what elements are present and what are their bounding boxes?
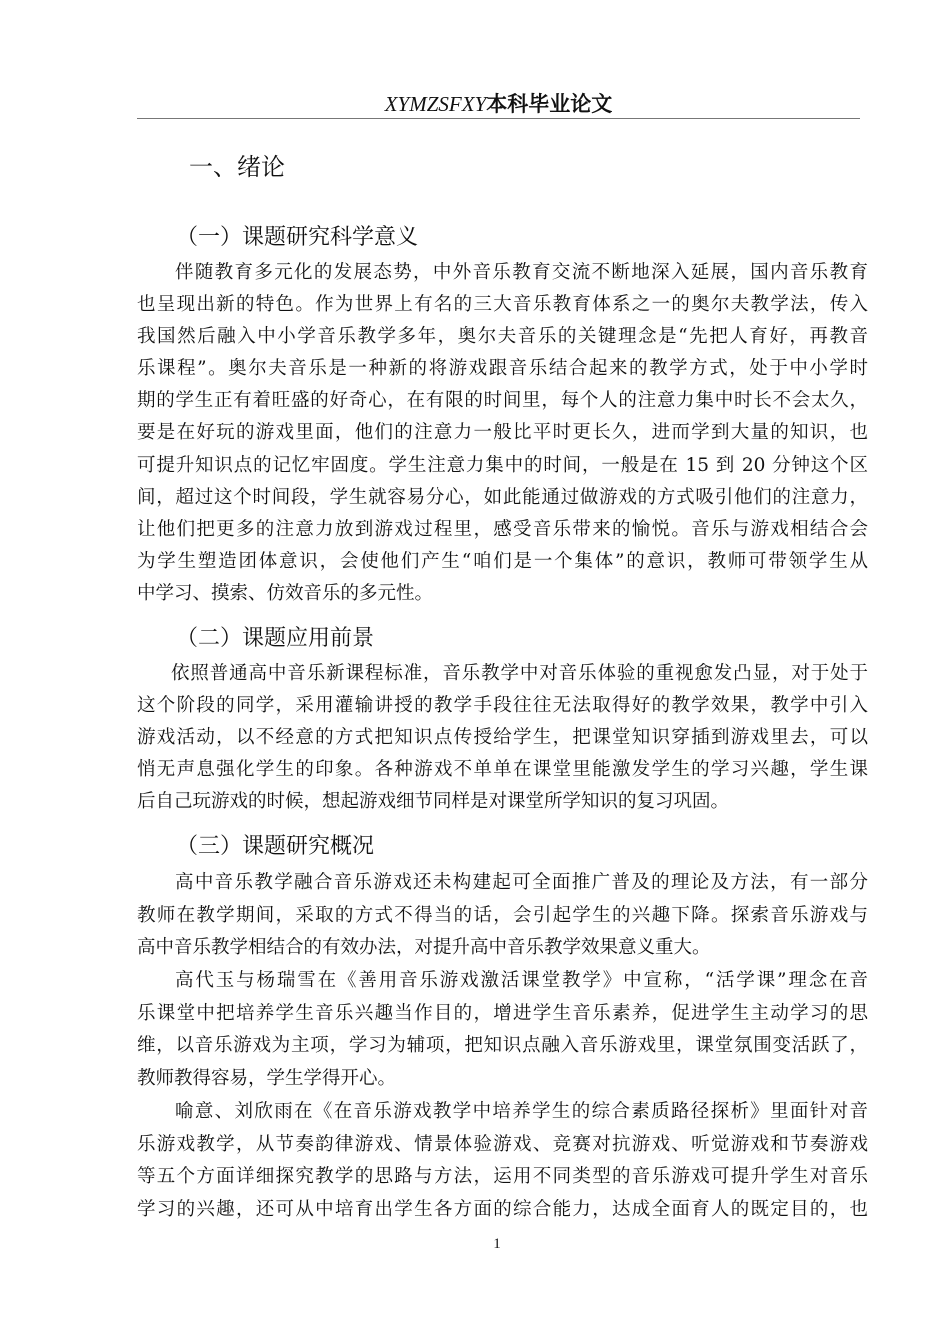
section-title-1: （一）课题研究科学意义	[176, 225, 419, 250]
text-line: 也呈现出新的特色。作为世界上有名的三大音乐教育体系之一的奥尔夫教学法，传入	[137, 294, 868, 316]
text-line: 后自己玩游戏的时候，想起游戏细节同样是对课堂所学知识的复习巩固。	[137, 791, 730, 813]
text-line: 乐课堂中把培养学生音乐兴趣当作目的，增进学生音乐素养，促进学生主动学习的思	[137, 1002, 868, 1024]
text-line: 悄无声息强化学生的印象。各种游戏不单单在课堂里能激发学生的学习兴趣，学生课	[137, 759, 868, 781]
text-line: 伴随教育多元化的发展态势，中外音乐教育交流不断地深入延展，国内音乐教育	[175, 262, 868, 283]
text-line: 要是在好玩的游戏里面，他们的注意力一般比平时更长久，进而学到大量的知识，也	[137, 422, 868, 444]
text-line: 中学习、摸索、仿效音乐的多元性。	[137, 582, 434, 604]
header-latin: XYMZSFXY	[384, 92, 487, 116]
text-line: 高中音乐教学融合音乐游戏还未构建起可全面推广普及的理论及方法，有一部分	[175, 872, 868, 893]
header-rule	[137, 118, 860, 119]
text-line: 高中音乐教学相结合的有效办法，对提升高中音乐教学效果意义重大。	[137, 937, 711, 959]
running-header	[137, 88, 860, 118]
text-line: 为学生塑造团体意识，会使他们产生“咱们是一个集体”的意识，教师可带领学生从	[137, 550, 868, 572]
text-line: 期的学生正有着旺盛的好奇心，在有限的时间里，每个人的注意力集中时长不会太久，	[137, 390, 868, 412]
text-line: 喻意、刘欣雨在《在音乐游戏教学中培养学生的综合素质路径探析》里面针对音	[175, 1100, 868, 1122]
text-line: 依照普通高中音乐新课程标准，音乐教学中对音乐体验的重视愈发凸显，对于处于	[171, 663, 868, 684]
section-title-2: （二）课题应用前景	[176, 626, 375, 651]
text-line: 维，以音乐游戏为主项，学习为辅项，把知识点融入音乐游戏里，课堂氛围变活跃了，	[137, 1035, 868, 1057]
text-line: 乐课程”。奥尔夫音乐是一种新的将游戏跟音乐结合起来的教学方式，处于中小学时	[137, 358, 868, 380]
text-line: 乐游戏教学，从节奏韵律游戏、情景体验游戏、竞赛对抗游戏、听觉游戏和节奏游戏	[137, 1133, 868, 1155]
section-title-3: （三）课题研究概况	[176, 834, 375, 859]
text-line: 游戏活动，以不经意的方式把知识点传授给学生，把课堂知识穿插到游戏里去，可以	[137, 727, 868, 749]
header-cjk: 本科毕业论文	[486, 92, 613, 116]
page-number: 1	[493, 1236, 501, 1252]
text-line: 间，超过这个时间段，学生就容易分心，如此能通过做游戏的方式吸引他们的注意力，	[137, 486, 868, 508]
text-line: 教师教得容易，学生学得开心。	[137, 1068, 397, 1090]
paragraph-2	[137, 658, 868, 818]
paragraph-3	[137, 867, 868, 1227]
text-line: 这个阶段的同学，采用灌输讲授的教学手段往往无法取得好的教学效果，教学中引入	[137, 695, 868, 717]
chapter-title: 一、绪论	[189, 153, 285, 181]
text-line: 我国然后融入中小学音乐教学多年，奥尔夫音乐的关键理念是“先把人育好，再教音	[137, 326, 868, 348]
text-line: 可提升知识点的记忆牢固度。学生注意力集中的时间，一般是在 15 到 20 分钟这个区	[137, 454, 868, 476]
text-line: 高代玉与杨瑞雪在《善用音乐游戏激活课堂教学》中宣称，“活学课”理念在音	[175, 970, 868, 992]
text-line: 让他们把更多的注意力放到游戏过程里，感受音乐带来的愉悦。音乐与游戏相结合会	[137, 518, 868, 540]
text-line: 教师在教学期间，采取的方式不得当的话，会引起学生的兴趣下降。探索音乐游戏与	[137, 904, 868, 926]
paragraph-1	[137, 257, 868, 610]
text-line: 学习的兴趣，还可从中培育出学生各方面的综合能力，达成全面育人的既定目的，也	[137, 1198, 868, 1220]
text-line: 等五个方面详细探究教学的思路与方法，运用不同类型的音乐游戏可提升学生对音乐	[137, 1166, 868, 1188]
